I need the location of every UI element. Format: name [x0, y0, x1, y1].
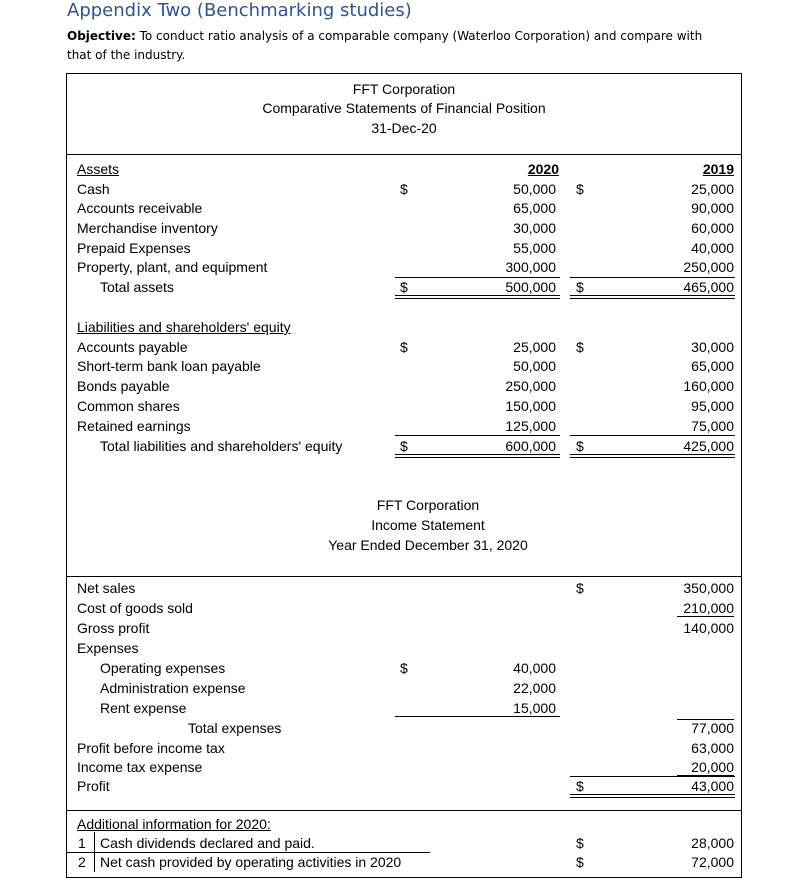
total-expenses-overline: [677, 719, 734, 720]
additional-row-divider: [66, 852, 430, 853]
total-assets-label: Total assets: [100, 279, 174, 295]
asset-row-label: Prepaid Expenses: [77, 240, 191, 256]
net-sales-label: Net sales: [77, 580, 136, 596]
col-2019: 2019: [702, 161, 734, 177]
asset-row-2019: 25,000: [691, 181, 734, 197]
cogs-label: Cost of goods sold: [77, 600, 193, 616]
total-assets-currency-2020: $: [400, 279, 408, 295]
is-statement: Income Statement: [371, 517, 485, 533]
total-assets-double-line-2019: [570, 295, 735, 299]
objective-text: To conduct ratio analysis of a comparable company (Waterloo Corporation) and compare with that of the industry.: [67, 29, 703, 62]
profit-value: 43,000: [691, 778, 734, 794]
total-liab-label: Total liabilities and shareholders' equity: [100, 438, 343, 454]
additional-row-number: 1: [78, 835, 86, 851]
total-assets-2020: 500,000: [505, 279, 556, 295]
assets-subtotal-line-2020: [395, 277, 560, 278]
expense-row-label: Administration expense: [100, 680, 246, 696]
expense-row-value: 15,000: [513, 700, 556, 716]
net-sales-currency: $: [576, 580, 584, 596]
total-expenses-label: Total expenses: [188, 720, 282, 736]
liability-currency-2020: $: [400, 339, 408, 355]
col-2020: 2020: [527, 161, 559, 177]
additional-row-number: 2: [78, 854, 86, 870]
liability-row-2020: 250,000: [505, 378, 556, 394]
bs-statement: Comparative Statements of Financial Position: [262, 100, 546, 116]
liability-row-2019: 95,000: [691, 398, 734, 414]
asset-row-2019: 90,000: [691, 200, 734, 216]
income-header-divider: [66, 576, 742, 577]
pbt-value: 63,000: [691, 740, 734, 756]
total-expenses-value: 77,000: [691, 720, 734, 736]
total-assets-currency-2019: $: [576, 279, 584, 295]
liability-row-label: Short-term bank loan payable: [77, 358, 261, 374]
asset-currency-2019: $: [576, 181, 584, 197]
liability-row-2019: 65,000: [691, 358, 734, 374]
liab-subtotal-line-2020: [395, 435, 560, 436]
total-liab-double-line-2019: [570, 454, 735, 458]
net-sales-value: 350,000: [683, 580, 734, 596]
additional-heading: Additional information for 2020:: [77, 816, 271, 832]
is-period: Year Ended December 31, 2020: [328, 537, 528, 553]
asset-row-2020: 55,000: [513, 240, 556, 256]
liability-row-label: Common shares: [77, 398, 180, 414]
asset-row-2020: 65,000: [513, 200, 556, 216]
assets-heading: Assets: [77, 161, 120, 177]
additional-divider: [66, 810, 742, 811]
total-liab-double-line-2020: [395, 454, 560, 458]
liability-row-2020: 150,000: [505, 398, 556, 414]
total-assets-2019: 465,000: [683, 279, 734, 295]
total-liab-currency-2019: $: [576, 438, 584, 454]
additional-row-label: Net cash provided by operating activities in 2020: [100, 854, 402, 870]
liability-row-2019: 75,000: [691, 418, 734, 434]
additional-row-value: 72,000: [691, 854, 734, 870]
assets-subtotal-line-2019: [570, 277, 735, 278]
profit-currency: $: [576, 778, 584, 794]
asset-row-2019: 40,000: [691, 240, 734, 256]
liability-row-label: Retained earnings: [77, 418, 191, 434]
total-liab-2019: 425,000: [683, 438, 734, 454]
expense-row-value: 40,000: [513, 660, 556, 676]
asset-currency-2020: $: [400, 181, 408, 197]
bs-date: 31-Dec-20: [371, 120, 437, 136]
is-company: FFT Corporation: [376, 497, 480, 513]
asset-row-label: Cash: [77, 181, 110, 197]
asset-row-2019: 60,000: [691, 220, 734, 236]
asset-row-2020: 300,000: [505, 259, 556, 275]
additional-row-currency: $: [576, 854, 584, 870]
additional-row-currency: $: [576, 835, 584, 851]
liability-row-label: Bonds payable: [77, 378, 170, 394]
liability-row-label: Accounts payable: [77, 339, 188, 355]
expenses-currency: $: [400, 660, 408, 676]
liability-row-2019: 160,000: [683, 378, 734, 394]
expense-row-label: Operating expenses: [100, 660, 226, 676]
asset-row-label: Merchandise inventory: [77, 220, 218, 236]
asset-row-label: Accounts receivable: [77, 200, 203, 216]
liabilities-heading: Liabilities and shareholders' equity: [77, 319, 291, 335]
asset-row-2020: 50,000: [513, 181, 556, 197]
liab-subtotal-line-2019: [570, 435, 735, 436]
total-liab-currency-2020: $: [400, 438, 408, 454]
objective: [67, 27, 707, 65]
additional-row-label: Cash dividends declared and paid.: [100, 835, 315, 851]
expense-row-label: Rent expense: [100, 700, 187, 716]
asset-row-2019: 250,000: [683, 259, 734, 275]
pbt-label: Profit before income tax: [77, 740, 225, 756]
tax-label: Income tax expense: [77, 759, 203, 775]
gross-profit-value: 140,000: [683, 620, 734, 636]
liability-currency-2019: $: [576, 339, 584, 355]
cogs-underline: [677, 616, 734, 617]
total-liab-2020: 600,000: [505, 438, 556, 454]
profit-double-line: [570, 794, 735, 798]
tax-value: 20,000: [691, 759, 734, 775]
asset-row-2020: 30,000: [513, 220, 556, 236]
additional-row-value: 28,000: [691, 835, 734, 851]
expenses-underline: [395, 716, 560, 717]
objective-label: Objective:: [67, 29, 136, 43]
gross-profit-label: Gross profit: [77, 620, 150, 636]
liability-row-2020: 50,000: [513, 358, 556, 374]
expense-row-value: 22,000: [513, 680, 556, 696]
bs-company: FFT Corporation: [352, 81, 456, 97]
expenses-heading: Expenses: [77, 640, 139, 656]
appendix-title: Appendix Two (Benchmarking studies): [67, 0, 412, 21]
asset-row-label: Property, plant, and equipment: [77, 259, 268, 275]
cogs-value: 210,000: [683, 600, 734, 616]
liability-row-2019: 30,000: [691, 339, 734, 355]
header-divider: [66, 154, 742, 155]
liability-row-2020: 25,000: [513, 339, 556, 355]
total-assets-double-line-2020: [395, 295, 560, 299]
profit-label: Profit: [77, 778, 110, 794]
liability-row-2020: 125,000: [505, 418, 556, 434]
profit-overline: [570, 776, 735, 777]
